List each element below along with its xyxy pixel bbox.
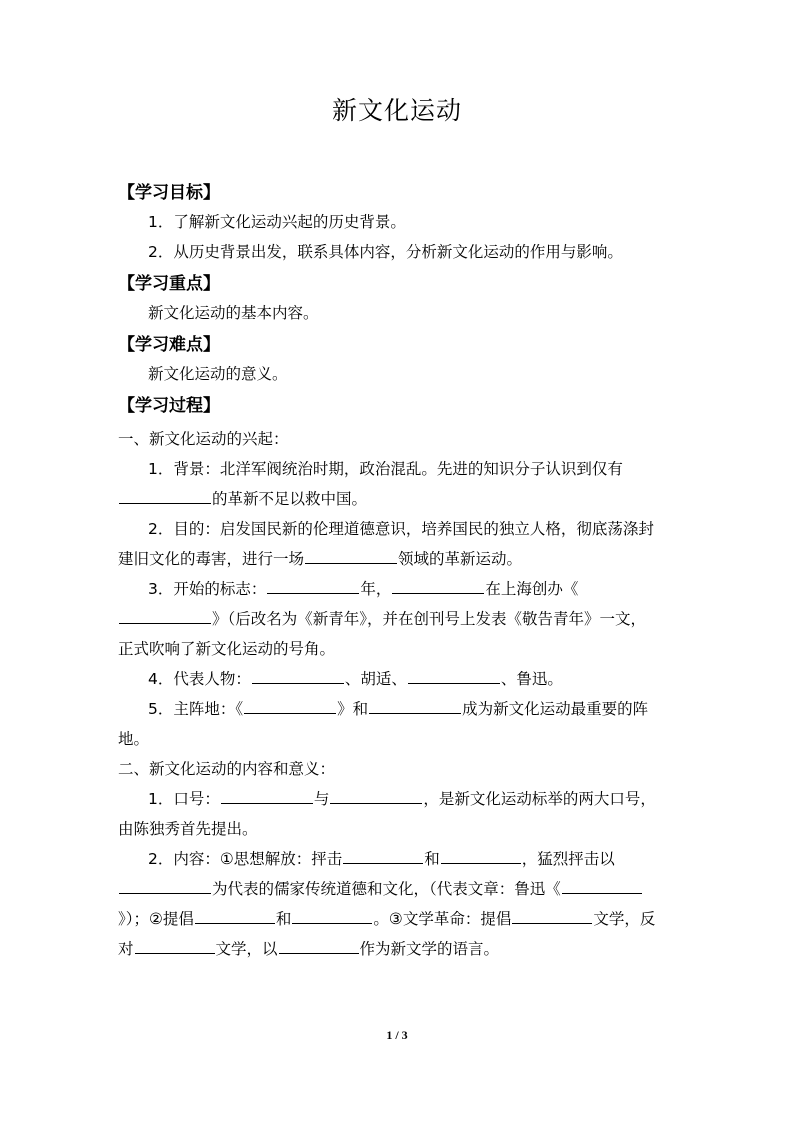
blank-field[interactable] — [119, 878, 211, 894]
page-footer: 1 / 3 — [386, 1028, 408, 1042]
blank-field[interactable] — [392, 578, 484, 594]
part-two-item-1 — [118, 784, 658, 844]
part-two-title: 二、新文化运动的内容和意义： — [118, 760, 336, 778]
p2item1-text-3: ，是新文化运动标举的两大口号，由陈独秀首先提出。 — [118, 790, 656, 838]
blank-field[interactable] — [512, 908, 592, 924]
item2-prefix-text: 2．目的：启发国民新的伦理道德意识，培养国民的独立人格，彻底荡涤封建旧文化的毒害，进行一场 — [118, 520, 654, 568]
blank-field[interactable] — [135, 938, 215, 954]
blank-field[interactable] — [562, 878, 642, 894]
blank-field[interactable] — [119, 608, 211, 624]
part-one-item-5 — [118, 694, 658, 754]
blank-field[interactable] — [441, 848, 521, 864]
blank-field[interactable] — [305, 548, 397, 564]
section-heading-process: 【学习过程】 — [118, 396, 220, 416]
key-points-body: 新文化运动的基本内容。 — [148, 304, 319, 322]
page-title: 新文化运动 — [331, 96, 462, 125]
item5-text-1: 5．主阵地：《 — [148, 700, 244, 718]
part-one-item-4 — [118, 664, 658, 694]
item5-text-2: 》和 — [337, 700, 369, 718]
blank-field[interactable] — [267, 578, 359, 594]
blank-field[interactable] — [244, 698, 336, 714]
objective-item-2: 2．从历史背景出发，联系具体内容，分析新文化运动的作用与影响。 — [148, 243, 623, 261]
blank-field[interactable] — [292, 908, 372, 924]
p2item2-text-6: 和 — [275, 910, 292, 928]
p2item1-text-2: 与 — [313, 790, 330, 808]
document-body — [118, 185, 658, 964]
blank-field[interactable] — [369, 698, 461, 714]
p2item2-text-7: 。③文学革命：提倡 — [373, 910, 512, 928]
item5-text-3: 成为新文化运动最重要的阵地。 — [118, 700, 649, 748]
blank-field[interactable] — [221, 788, 313, 804]
p2item2-text-10: 作为新文学的语言。 — [359, 940, 500, 958]
blank-field[interactable] — [343, 848, 423, 864]
section-heading-objectives: 【学习目标】 — [118, 183, 220, 203]
part-two-item-2 — [118, 844, 658, 964]
item3-text-1: 3．开始的标志： — [148, 580, 267, 598]
item4-text-1: 4．代表人物： — [148, 670, 251, 688]
section-heading-difficulties: 【学习难点】 — [118, 335, 220, 355]
blank-field[interactable] — [279, 938, 359, 954]
item3-text-4: 》（后改名为《新青年》，并在创刊号上发表《敬告青年》一文，正式吹响了新文化运动的号角。 — [118, 610, 647, 658]
blank-field[interactable] — [195, 908, 275, 924]
blank-field[interactable] — [408, 668, 500, 684]
p2item2-text-1: 2．内容：①思想解放：抨击 — [148, 850, 343, 868]
p2item2-text-3: ，猛烈抨击以 — [521, 850, 615, 868]
blank-field[interactable] — [330, 788, 422, 804]
part-one-item-1 — [118, 454, 658, 514]
blank-field[interactable] — [252, 668, 344, 684]
p2item2-text-9: 文学，以 — [215, 940, 278, 958]
difficulties-body: 新文化运动的意义。 — [148, 365, 288, 383]
p2item2-text-2: 和 — [424, 850, 440, 868]
p2item2-text-4: 为代表的儒家传统道德和文化，（代表文章：鲁迅《 — [212, 880, 561, 898]
item3-text-2: 年， — [360, 580, 392, 598]
part-one-item-3 — [118, 574, 658, 664]
item4-text-2: 、胡适、 — [344, 670, 407, 688]
p2item2-text-5: 》）；②提倡 — [118, 910, 194, 928]
p2item2-text-8: 文学，反对 — [118, 910, 656, 958]
p2item1-text-1: 1．口号： — [148, 790, 220, 808]
objective-item-1: 1．了解新文化运动兴起的历史背景。 — [148, 213, 406, 231]
section-heading-key-points: 【学习重点】 — [118, 274, 220, 294]
part-one-title: 一、新文化运动的兴起： — [118, 430, 289, 448]
item2-suffix-text: 领域的革新运动。 — [398, 550, 523, 568]
item3-text-3: 在上海创办《 — [485, 580, 579, 598]
blank-field[interactable] — [119, 488, 211, 504]
item4-text-3: 、鲁迅。 — [500, 670, 563, 688]
part-one-item-2 — [118, 514, 658, 574]
item1-suffix-text: 的革新不足以救中国。 — [212, 490, 368, 508]
item1-prefix-text: 1．背景：北洋军阀统治时期，政治混乱。先进的知识分子认识到仅有 — [148, 460, 623, 478]
